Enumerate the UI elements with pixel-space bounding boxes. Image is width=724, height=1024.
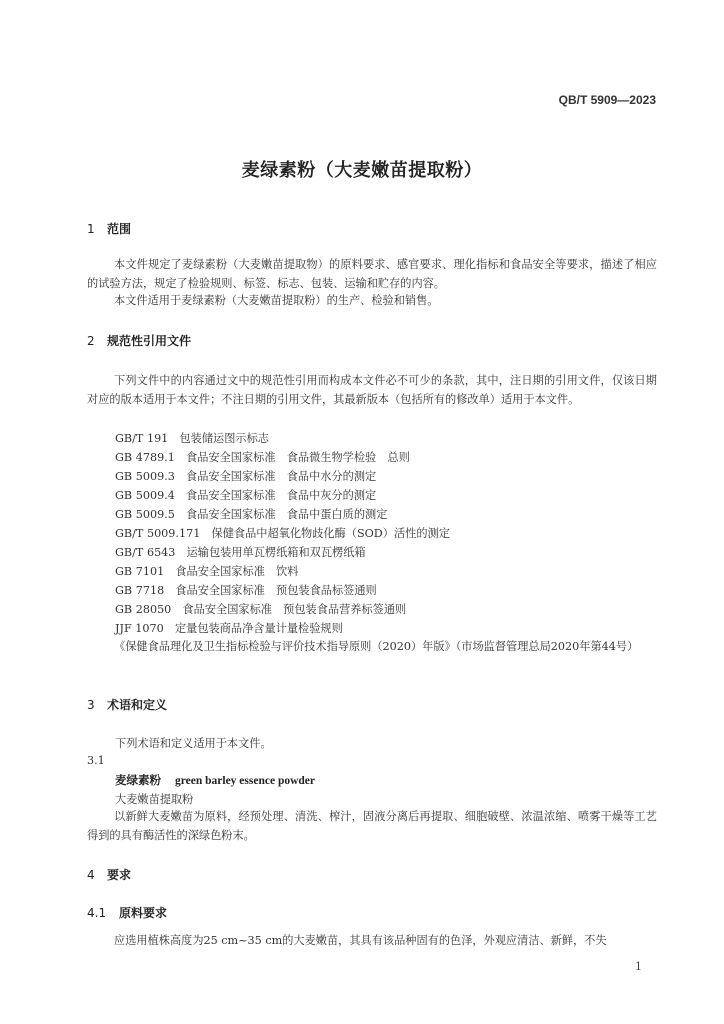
reference-item: GB/T 6543 运输包装用单瓦楞纸箱和双瓦楞纸箱: [115, 546, 366, 559]
reference-item: GB 4789.1 食品安全国家标准 食品微生物学检验 总则: [115, 451, 410, 464]
section-4-heading: [87, 866, 131, 883]
term-definition: 以新鲜大麦嫩苗为原料，经预处理、清洗、榨汁，固液分离后再提取、细胞破壁、浓温浓缩、喷雾干燥等工艺得到的具有酶活性的深绿色粉末。: [87, 810, 657, 842]
page-number: 1: [635, 960, 642, 973]
term-chinese: 麦绿素粉: [115, 773, 161, 787]
reference-item: GB/T 191 包装储运图示标志: [115, 432, 269, 445]
reference-item-last: 《保健食品理化及卫生指标检验与评价技术指导原则（2020）年版》（市场监督管理总局2020年第44号）: [114, 640, 639, 653]
reference-item: GB 28050 食品安全国家标准 预包装食品营养标签通则: [115, 603, 407, 616]
section-title: 规范性引用文件: [107, 334, 192, 348]
subsection-title: 原料要求: [119, 906, 168, 920]
section-3-heading: [87, 696, 167, 713]
section-number: 2: [87, 334, 95, 348]
document-title: 麦绿素粉（大麦嫩苗提取粉）: [241, 160, 483, 181]
reference-item: GB 5009.4 食品安全国家标准 食品中灰分的测定: [115, 489, 377, 502]
standard-code: QB/T 5909—2023: [558, 93, 656, 107]
section-number: 1: [87, 222, 95, 236]
section-title: 范围: [107, 222, 132, 236]
reference-item: GB 7718 食品安全国家标准 预包装食品标签通则: [115, 584, 377, 597]
subsection-4-1-heading: [87, 904, 167, 921]
scope-paragraph-1: 本文件规定了麦绿素粉（大麦嫩苗提取物）的原料要求、感官要求、理化指标和食品安全等要求，描述了相应的试验方法，规定了检验规则、标签、标志、包装、运输和贮存的内容。: [87, 258, 657, 290]
section-number: 3: [87, 698, 95, 712]
scope-paragraph-2: 本文件适用于麦绿素粉（大麦嫩苗提取粉）的生产、检验和销售。: [114, 294, 439, 307]
terms-intro: 下列术语和定义适用于本文件。: [115, 737, 272, 750]
term-entry: [115, 772, 315, 788]
section-2-heading: [87, 332, 191, 349]
reference-item: GB 7101 食品安全国家标准 饮料: [115, 565, 299, 578]
section-title: 要求: [107, 868, 132, 882]
reference-item: JJF 1070 定量包装商品净含量计量检验规则: [115, 622, 343, 635]
reference-item: GB 5009.5 食品安全国家标准 食品中蛋白质的测定: [115, 508, 388, 521]
reference-item: GB 5009.3 食品安全国家标准 食品中水分的测定: [115, 470, 377, 483]
term-english: green barley essence powder: [175, 775, 315, 787]
section-title: 术语和定义: [107, 698, 168, 712]
clause-number: 3.1: [87, 754, 105, 767]
references-intro: 下列文件中的内容通过文中的规范性引用而构成本文件必不可少的条款，其中，注日期的引用文件，仅该日期对应的版本适用于本文件；不注日期的引用文件，其最新版本（包括所有的修改单）适用于本文件。: [87, 374, 657, 406]
reference-item: GB/T 5009.171 保健食品中超氧化物歧化酶（SOD）活性的测定: [115, 527, 450, 540]
subsection-number: 4.1: [87, 906, 107, 920]
section-1-heading: [87, 220, 131, 237]
term-alternative: 大麦嫩苗提取粉: [115, 793, 194, 806]
section-number: 4: [87, 868, 95, 882]
raw-material-paragraph: 应选用植株高度为25 cm~35 cm的大麦嫩苗，其具有该品种固有的色泽，外观应清洁、新鲜，不失: [114, 934, 607, 947]
